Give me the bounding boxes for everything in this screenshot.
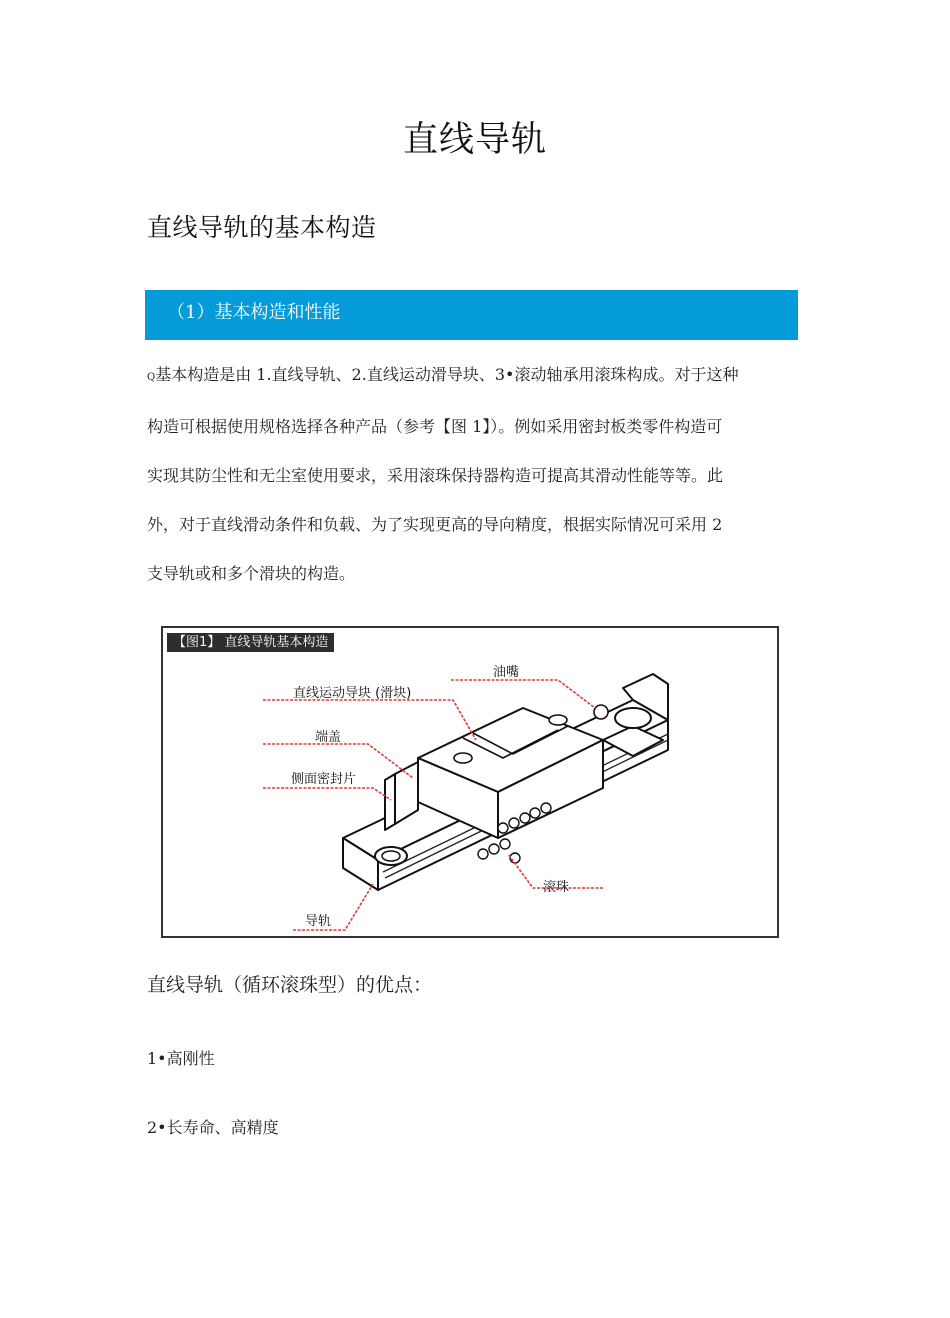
advantage-item-2: 2•长寿命、高精度 — [147, 1118, 279, 1137]
label-slider-block: 直线运动导块 (滑块) — [293, 686, 412, 701]
callout-line-seal — [263, 788, 391, 800]
page-title: 直线导轨 — [402, 120, 547, 160]
banner-label: （1）基本构造和性能 — [167, 302, 341, 323]
oil-nipple — [594, 705, 608, 719]
label-ball: 滚珠 — [543, 880, 570, 895]
paragraph-line-3: 实现其防尘性和无尘室使用要求，采用滚珠保持器构造可提高其滑动性能等等。此 — [147, 466, 724, 485]
side-seal — [385, 774, 395, 830]
block-hole-2 — [549, 715, 567, 725]
linear-guide-drawing — [163, 628, 777, 936]
figure-caption: 【图1】 直线导轨基本构造 — [167, 633, 334, 652]
block-hole-1 — [454, 753, 472, 763]
paragraph-line-1: Q基本构造是由 1.直线导轨、2.直线运动滑导块、3•滚动轴承用滚珠构成。对于这种 — [147, 365, 739, 384]
label-rail: 导轨 — [305, 914, 332, 929]
section-heading: 直线导轨的基本构造 — [147, 213, 377, 242]
body-paragraph — [147, 350, 807, 598]
figure-linear-guide-structure — [161, 626, 779, 938]
paragraph-line-2: 构造可根据使用规格选择各种产品（参考【图 1】）。例如采用密封板类零件构造可 — [147, 417, 723, 436]
advantages-heading: 直线导轨（循环滚珠型）的优点： — [147, 974, 433, 996]
callout-line-oil — [451, 680, 595, 708]
label-end-cap: 端盖 — [315, 730, 342, 745]
paragraph-lead-mark: Q — [147, 372, 156, 383]
label-side-seal: 侧面密封片 — [291, 772, 357, 787]
paragraph-line-5: 支导轨或和多个滑块的构造。 — [147, 564, 356, 583]
advantage-item-1: 1•高刚性 — [147, 1049, 215, 1068]
callout-line-block — [263, 700, 476, 740]
paragraph-line-4: 外，对于直线滑动条件和负载、为了实现更高的导向精度，根据实际情况可采用 2 — [147, 515, 723, 534]
label-oil-nipple: 油嘴 — [493, 665, 520, 680]
section-banner — [145, 290, 798, 340]
